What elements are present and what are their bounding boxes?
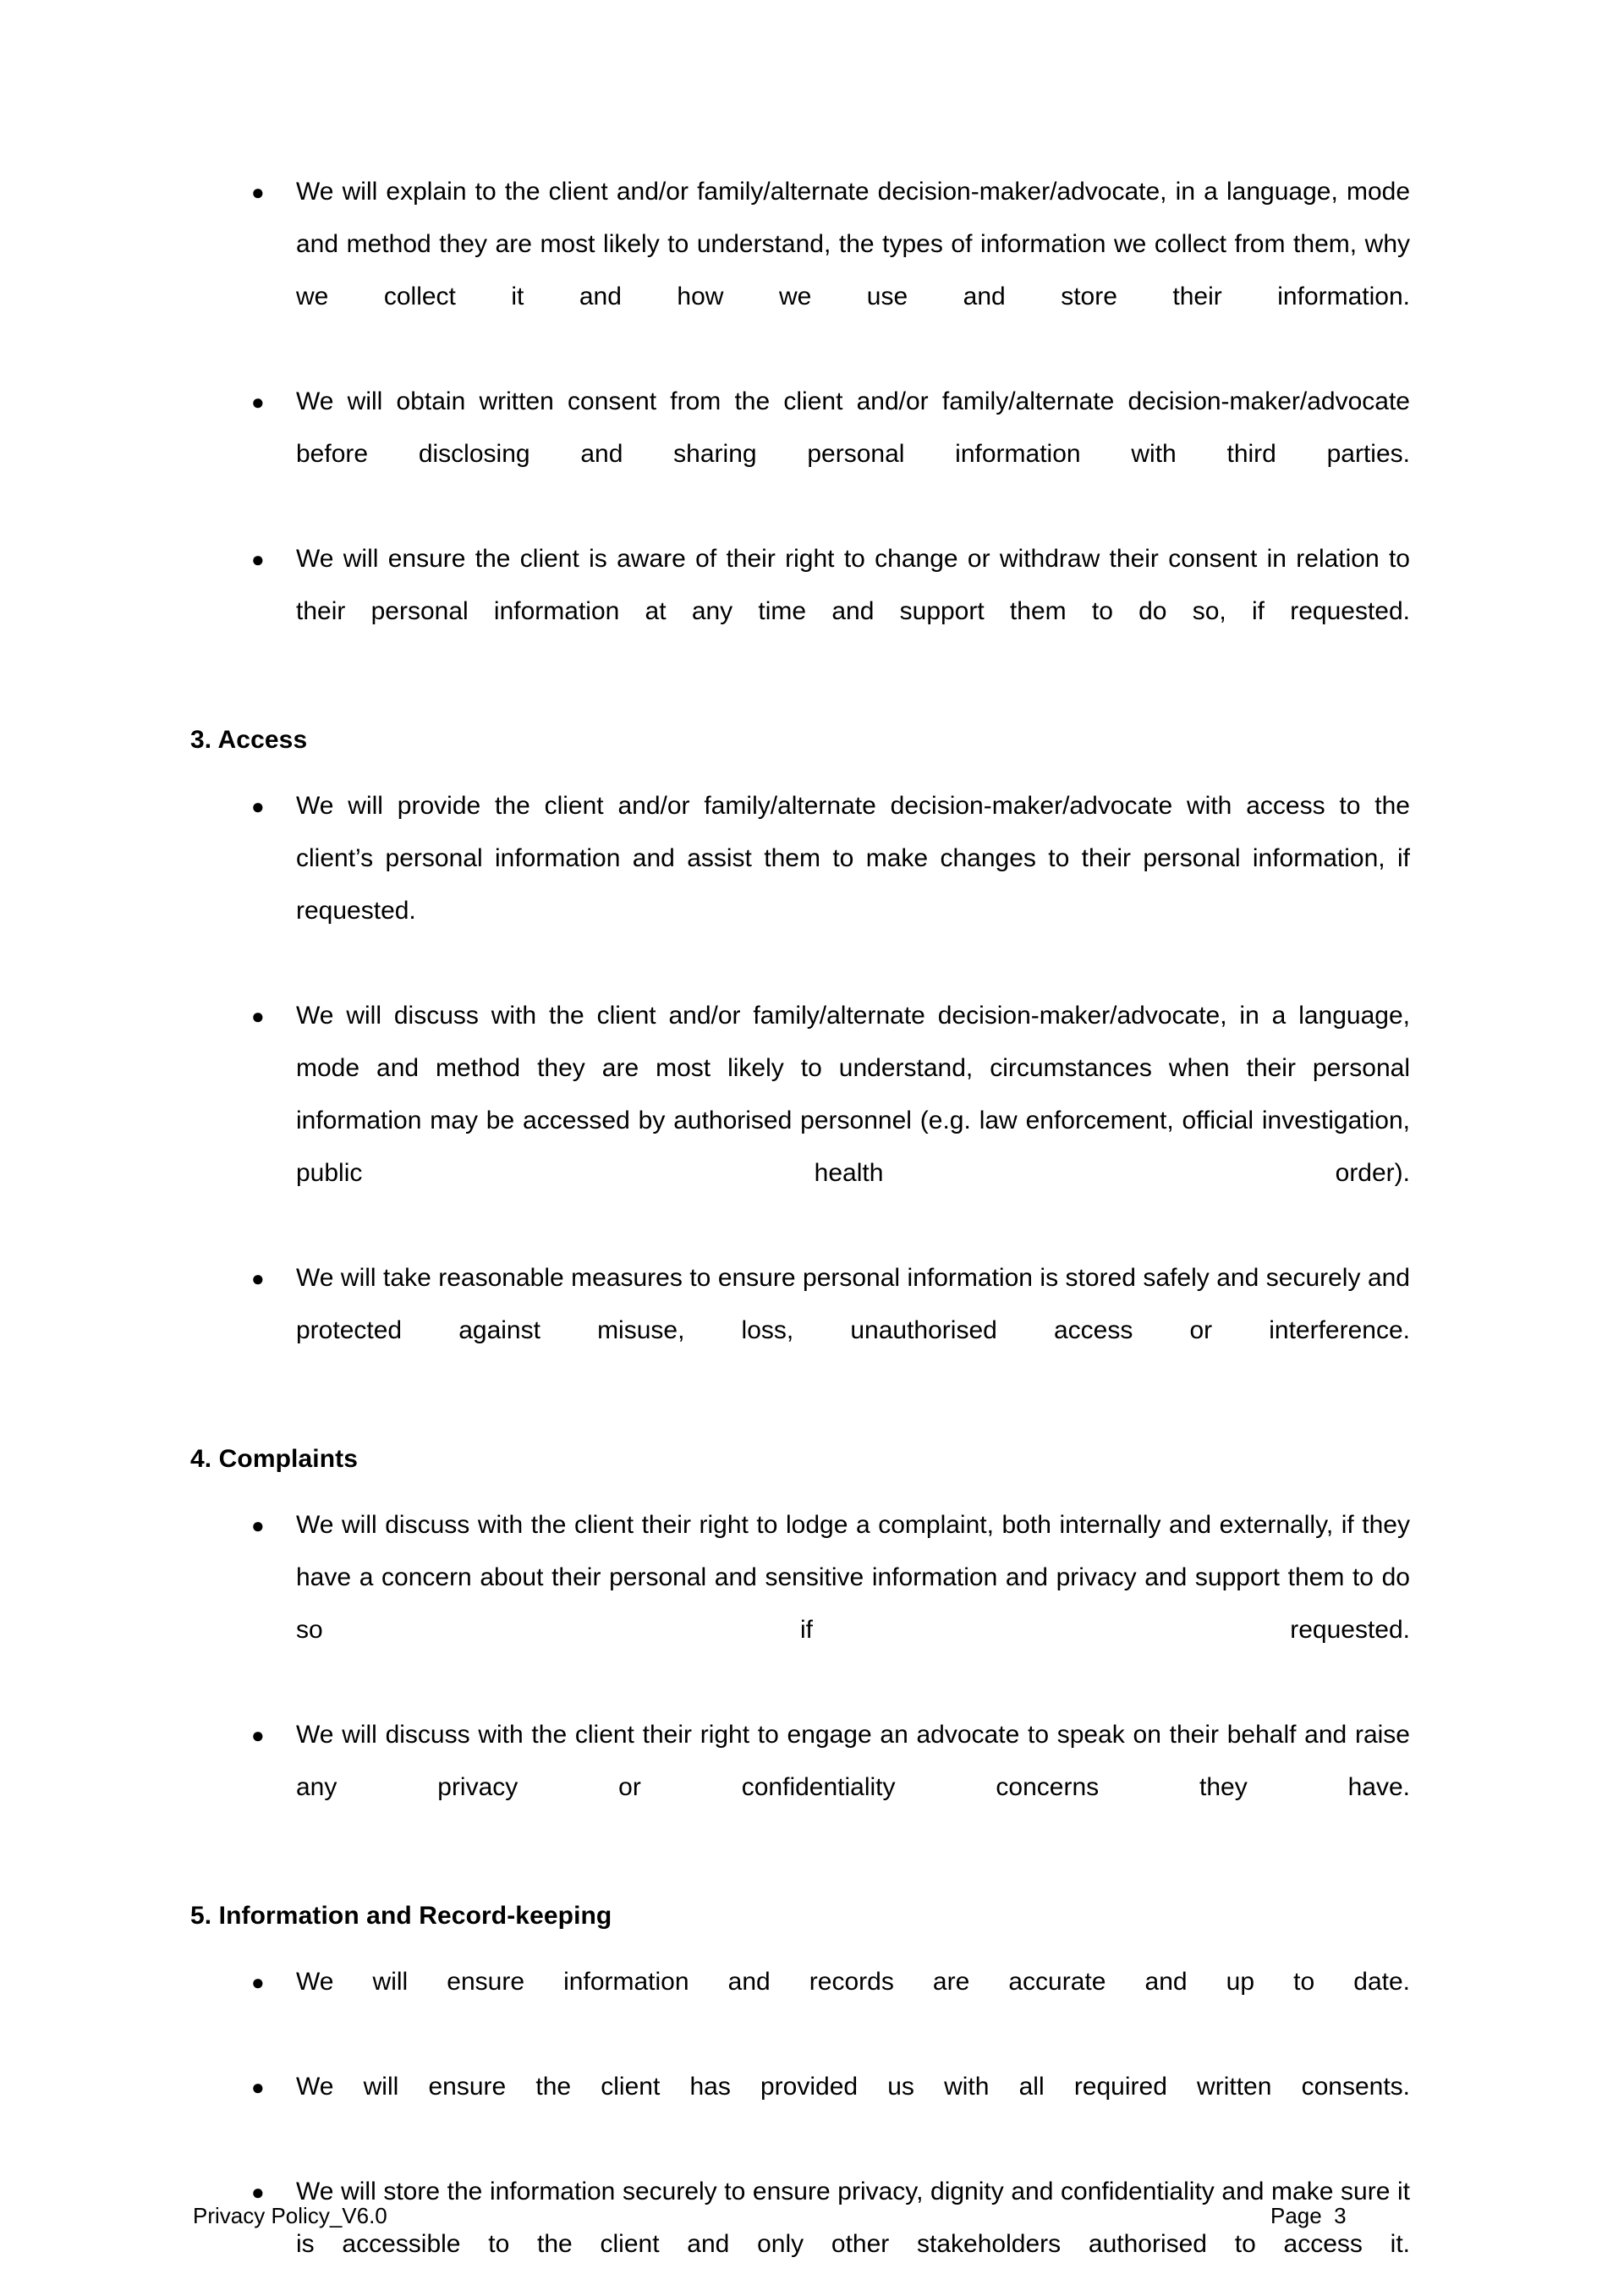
bullet-point-icon: ● xyxy=(251,1513,265,1538)
list-item xyxy=(190,533,1410,690)
spacer xyxy=(190,1409,1410,1447)
list-item-text: We will store the information securely to ensure privacy, dignity and confidentiality and make sure it is accessible to the client and only other stakeholders authorised to access it. xyxy=(296,2178,1410,2258)
list-item xyxy=(190,1709,1410,1866)
list-item-text: We will ensure information and records are accurate and up to date. xyxy=(296,1968,1410,1996)
page-footer xyxy=(193,2196,1431,2235)
list-item xyxy=(190,2061,1410,2166)
bullet-point-icon: ● xyxy=(251,389,265,415)
bullet-point-icon: ● xyxy=(251,179,265,205)
list-item xyxy=(190,1956,1410,2061)
list-item-text: We will ensure the client is aware of their right to change or withdraw their consent in relation to their personal information at any time and support them to do so, if requested. xyxy=(296,545,1410,625)
spacer xyxy=(190,1866,1410,1903)
section-heading-complaints: 4. Complaints xyxy=(190,1445,358,1473)
bullet-point-icon: ● xyxy=(251,2179,265,2205)
bullet-point-icon: ● xyxy=(251,1969,265,1995)
list-item-text: We will obtain written consent from the client and/or family/alternate decision-maker/advocate before disclosing and sharing personal information with third parties. xyxy=(296,387,1410,468)
footer-page-number: Page 3 xyxy=(1270,2203,1347,2228)
bullet-point-icon: ● xyxy=(251,2074,265,2100)
bullet-point-icon: ● xyxy=(251,1722,265,1748)
list-item-text: We will provide the client and/or family/alternate decision-maker/advocate with access to the client’s personal information and assist them to make changes to their personal information, if requested. xyxy=(296,792,1410,925)
list-item-text: We will ensure the client has provided us with all required written consents. xyxy=(296,2073,1410,2101)
list-item-text: We will discuss with the client their right to engage an advocate to speak on their behalf and raise any privacy or confidentiality concerns they have. xyxy=(296,1721,1410,1801)
list-item xyxy=(190,780,1410,990)
bullet-point-icon: ● xyxy=(251,1266,265,1291)
list-item xyxy=(190,1252,1410,1409)
list-item-text: We will explain to the client and/or family/alternate decision-maker/advocate, in a language, mode and method they are most likely to understand, the types of information we collect from them, why we collect it and how we use and store their information. xyxy=(296,178,1410,310)
list-item xyxy=(190,376,1410,533)
list-item-text: We will discuss with the client and/or family/alternate decision-maker/advocate, in a language, mode and method they are most likely to understand, circumstances when their personal information may be accessed by authorised personnel (e.g. law enforcement, official investigation, public health order). xyxy=(296,1002,1410,1187)
list-item xyxy=(190,990,1410,1252)
section-heading-information-and-record-keeping: 5. Information and Record-keeping xyxy=(190,1902,612,1930)
footer-document-name: Privacy Policy_V6.0 xyxy=(193,2203,387,2228)
spacer xyxy=(190,753,1410,780)
section-information-bullet-list xyxy=(190,1956,1410,2296)
list-item xyxy=(190,1499,1410,1709)
section-access-bullet-list xyxy=(190,780,1410,1409)
section-heading-access: 3. Access xyxy=(190,726,308,754)
spacer xyxy=(190,1929,1410,1956)
section-complaints-bullet-list xyxy=(190,1499,1410,1866)
list-item-text: We will discuss with the client their right to lodge a complaint, both internally and externally, if they have a concern about their personal and sensitive information and privacy and support them to do so if requested. xyxy=(296,1511,1410,1644)
bullet-point-icon: ● xyxy=(251,1003,265,1029)
bullet-point-icon: ● xyxy=(251,547,265,572)
spacer xyxy=(190,690,1410,728)
spacer xyxy=(190,1472,1410,1499)
list-item xyxy=(190,166,1410,376)
bullet-point-icon: ● xyxy=(251,794,265,819)
list-item-text: We will take reasonable measures to ensure personal information is stored safely and securely and protected against misuse, loss, unauthorised access or interference. xyxy=(296,1264,1410,1344)
page-content xyxy=(190,166,1410,2296)
intro-bullet-list xyxy=(190,166,1410,690)
